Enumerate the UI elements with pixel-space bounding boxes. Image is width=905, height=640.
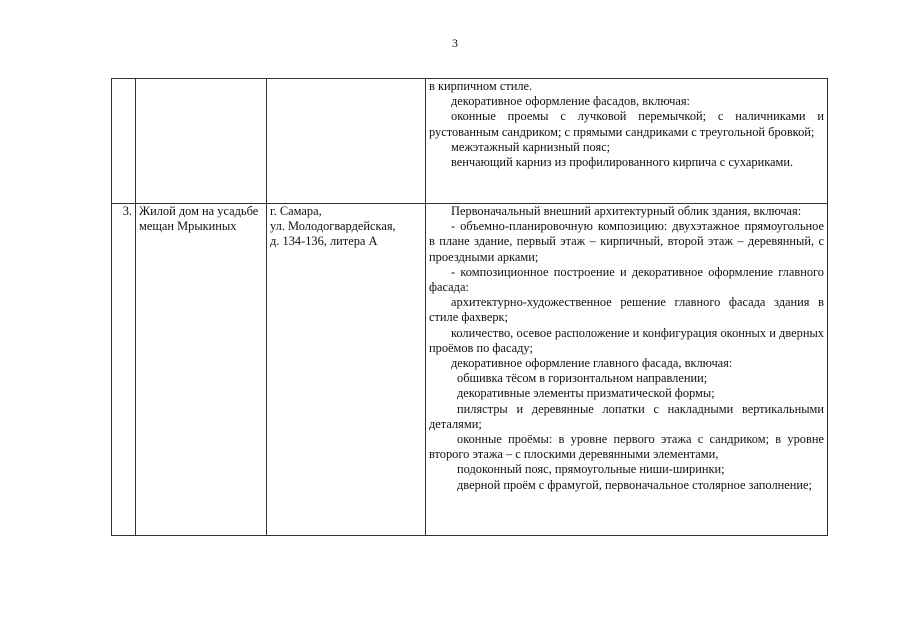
description-paragraph: Первоначальный внешний архитектурный облик здания, включая:: [451, 204, 802, 218]
address-line: д. 134-136, литера А: [270, 234, 378, 249]
address-line: ул. Молодогвардейская,: [270, 219, 396, 234]
description-paragraph: межэтажный карнизный пояс;: [451, 139, 611, 154]
table-body: [112, 79, 828, 536]
description-cell: [426, 79, 828, 204]
object-name-cell: [136, 79, 267, 204]
description-paragraph: дверной проём с фрамугой, первоначальное столярное заполнение;: [457, 477, 812, 492]
description-paragraph: в кирпичном стиле.: [429, 79, 533, 93]
description-paragraph: подоконный пояс, прямоугольные ниши-ширинки;: [457, 462, 725, 477]
row-number-cell: 3.: [112, 204, 136, 536]
address-cell: [267, 79, 426, 204]
description-paragraph: оконные проёмы: в уровне первого этажа с сандриком; в уровне второго этажа – с плоскими деревянными элементами,: [429, 432, 824, 462]
object-name-cell: Жилой дом на усадьбе мещан Мрыкиных: [136, 204, 267, 536]
description-paragraph: декоративные элементы призматической формы;: [457, 386, 715, 401]
page-number: 3: [452, 36, 458, 50]
description-paragraph: количество, осевое расположение и конфигурация оконных и дверных проёмов по фасаду;: [429, 325, 824, 355]
address-cell: [267, 204, 426, 536]
description-paragraph: обшивка тёсом в горизонтальном направлении;: [457, 371, 708, 386]
row-number-cell: [112, 79, 136, 204]
description-paragraph: декоративное оформление фасадов, включая:: [451, 94, 690, 109]
table-row: [112, 79, 828, 204]
description-paragraph: архитектурно-художественное решение главного фасада здания в стиле фахверк;: [429, 295, 824, 325]
description-paragraph: оконные проемы с лучковой перемычкой; с наличниками и рустованным сандриком; с прямыми сандриками с треугольной бровкой;: [429, 109, 824, 139]
description-cell: [426, 204, 828, 536]
address-line: г. Самара,: [270, 204, 322, 218]
description-paragraph: пилястры и деревянные лопатки с накладными вертикальными деталями;: [429, 401, 824, 431]
description-paragraph: - композиционное построение и декоративное оформление главного фасада:: [429, 264, 824, 295]
table-row: [112, 204, 828, 536]
description-paragraph: венчающий карниз из профилированного кирпича с сухариками.: [451, 155, 794, 170]
monuments-table: [111, 78, 828, 536]
description-paragraph: - объемно-планировочную композицию: двухэтажное прямоугольное в плане здание, первый этаж – кирпичный, второй этаж – деревянный, с проездными арками;: [429, 219, 824, 264]
description-paragraph: декоративное оформление главного фасада, включая:: [451, 356, 733, 371]
